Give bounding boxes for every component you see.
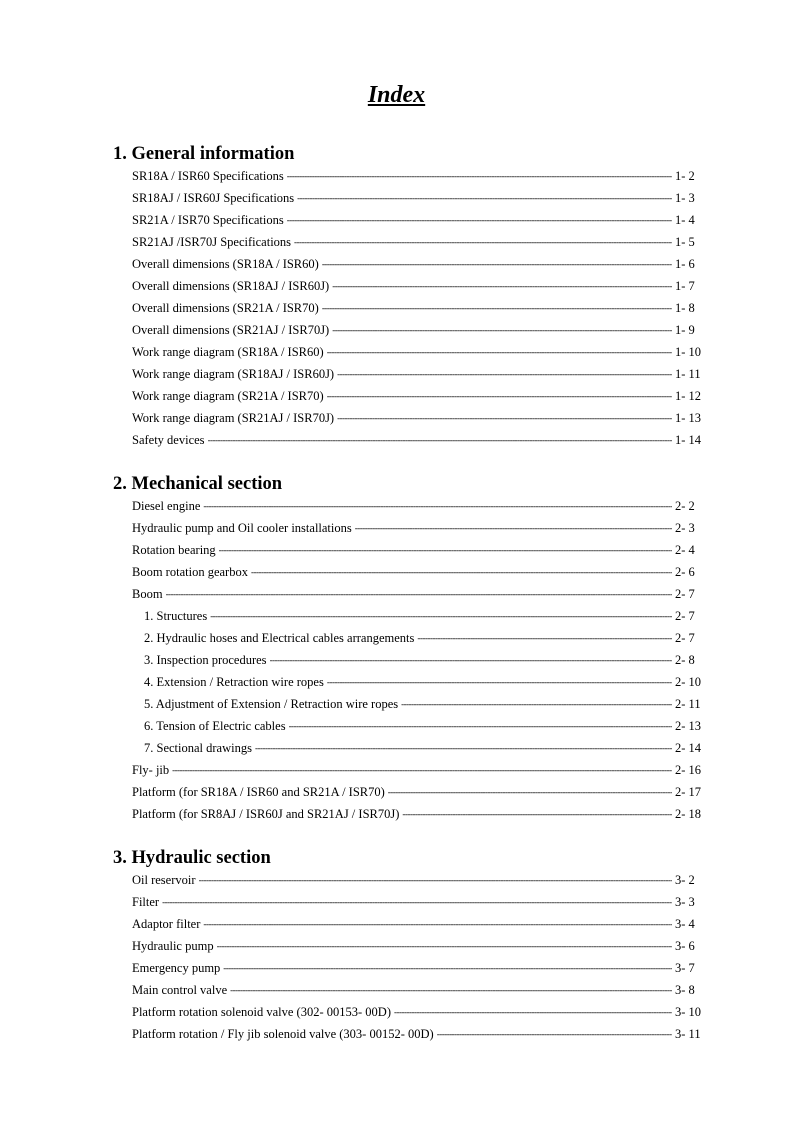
toc-entry-page: 2- 8: [675, 653, 695, 667]
dot-leader: [287, 209, 672, 231]
toc-entry-page: 1- 6: [675, 257, 695, 271]
toc-entry: [113, 627, 709, 649]
toc-entry-page: 1- 7: [675, 279, 695, 293]
toc-entry-label: Oil reservoir: [132, 873, 196, 887]
toc-entry-page: 1- 11: [675, 367, 701, 381]
toc-entry-page: 3- 3: [675, 895, 695, 909]
dot-leader: [203, 913, 672, 935]
toc-entry: [113, 715, 709, 737]
dot-leader: [355, 517, 672, 539]
dot-leader: [327, 671, 672, 693]
toc-entry: [113, 341, 709, 363]
toc-entry: [113, 605, 709, 627]
toc-entry-page: 1- 14: [675, 433, 702, 447]
toc-entry: [113, 275, 709, 297]
dot-leader: [294, 231, 672, 253]
dot-leader: [332, 275, 672, 297]
toc-entry: [113, 803, 709, 825]
dot-leader: [417, 627, 672, 649]
dot-leader: [401, 693, 672, 715]
toc-entry: [113, 671, 709, 693]
dot-leader: [255, 737, 672, 759]
toc-entry-label: 4. Extension / Retraction wire ropes: [144, 675, 324, 689]
dot-leader: [289, 715, 672, 737]
toc-entry-label: Platform (for SR18A / ISR60 and SR21A / ISR70): [132, 785, 385, 799]
toc-entry-page: 2- 14: [675, 741, 702, 755]
toc-entry-page: 2- 4: [675, 543, 695, 557]
toc-entry-page: 3- 6: [675, 939, 695, 953]
dot-leader: [230, 979, 672, 1001]
toc-entry: [113, 561, 709, 583]
dot-leader: [297, 187, 672, 209]
toc-entry-label: Hydraulic pump: [132, 939, 214, 953]
toc-entry-label: 3. Inspection procedures: [144, 653, 267, 667]
toc-entry: [113, 517, 709, 539]
toc-entry-page: 1- 4: [675, 213, 695, 227]
toc-entry-label: Overall dimensions (SR18AJ / ISR60J): [132, 279, 330, 293]
toc-entry: [113, 429, 709, 451]
toc-entry-page: 1- 8: [675, 301, 695, 315]
toc-entry: [113, 187, 709, 209]
dot-leader: [217, 935, 672, 957]
toc-entry: [113, 1023, 709, 1045]
dot-leader: [162, 891, 672, 913]
dot-leader: [223, 957, 672, 979]
dot-leader: [270, 649, 672, 671]
section-mechanical: [113, 473, 713, 825]
toc-entry-label: 7. Sectional drawings: [144, 741, 252, 755]
dot-leader: [203, 495, 672, 517]
toc-entry-page: 1- 2: [675, 169, 695, 183]
toc-entry: [113, 385, 709, 407]
toc-entry: [113, 737, 709, 759]
toc-entry-label: Work range diagram (SR21AJ / ISR70J): [132, 411, 335, 425]
dot-leader: [219, 539, 672, 561]
dot-leader: [322, 253, 672, 275]
toc-entry: [113, 781, 709, 803]
dot-leader: [327, 341, 672, 363]
dot-leader: [402, 803, 672, 825]
toc-entry-label: Overall dimensions (SR18A / ISR60): [132, 257, 319, 271]
dot-leader: [332, 319, 672, 341]
toc-entry-label: Platform rotation / Fly jib solenoid valve (303- 00152- 00D): [132, 1027, 434, 1041]
toc-entry: [113, 319, 709, 341]
toc-entry-label: SR18A / ISR60 Specifications: [132, 169, 284, 183]
dot-leader: [337, 407, 672, 429]
toc-entry-page: 2- 10: [675, 675, 702, 689]
dot-leader: [251, 561, 672, 583]
toc-entry-page: 1- 9: [675, 323, 695, 337]
toc-entry: [113, 583, 709, 605]
toc-entry-label: 6. Tension of Electric cables: [144, 719, 286, 733]
toc-entry: [113, 165, 709, 187]
toc-entry-page: 2- 2: [675, 499, 695, 513]
toc-entry-label: Overall dimensions (SR21AJ / ISR70J): [132, 323, 330, 337]
toc-entry-page: 2- 16: [675, 763, 702, 777]
toc-entry-page: 1- 12: [675, 389, 702, 403]
dot-leader: [208, 429, 672, 451]
toc-entry: [113, 759, 709, 781]
toc-entry-page: 3- 4: [675, 917, 695, 931]
toc-entry-page: 3- 7: [675, 961, 695, 975]
toc-entry: [113, 407, 709, 429]
toc-entry-label: Diesel engine: [132, 499, 201, 513]
toc-entry-label: Rotation bearing: [132, 543, 216, 557]
toc-entry: [113, 231, 709, 253]
toc-entry-label: Hydraulic pump and Oil cooler installations: [132, 521, 352, 535]
toc-entry-label: 2. Hydraulic hoses and Electrical cables arrangements: [144, 631, 415, 645]
dot-leader: [210, 605, 672, 627]
toc-entry-label: Filter: [132, 895, 160, 909]
toc-entry-page: 3- 11: [675, 1027, 701, 1041]
toc-entry-label: SR21A / ISR70 Specifications: [132, 213, 284, 227]
dot-leader: [388, 781, 672, 803]
toc-entry: [113, 979, 709, 1001]
toc-entry-page: 2- 3: [675, 521, 695, 535]
toc-entry: [113, 649, 709, 671]
dot-leader: [199, 869, 672, 891]
toc-entry-page: 1- 5: [675, 235, 695, 249]
toc-entry: [113, 209, 709, 231]
toc-entry: [113, 539, 709, 561]
toc-entry-page: 2- 7: [675, 631, 695, 645]
page-title: Index: [367, 82, 426, 108]
dot-leader: [437, 1023, 672, 1045]
toc-entry-page: 2- 7: [675, 587, 695, 601]
dot-leader: [322, 297, 672, 319]
toc-entry-label: Fly- jib: [132, 763, 170, 777]
toc-entry-page: 2- 7: [675, 609, 695, 623]
toc-entry-page: 2- 6: [675, 565, 695, 579]
toc-entry-page: 1- 13: [675, 411, 702, 425]
dot-leader: [394, 1001, 672, 1023]
toc-entry-label: Work range diagram (SR21A / ISR70): [132, 389, 324, 403]
toc-entry-label: Overall dimensions (SR21A / ISR70): [132, 301, 319, 315]
toc-entry: [113, 253, 709, 275]
toc-entry-label: Work range diagram (SR18AJ / ISR60J): [132, 367, 335, 381]
toc-entry: [113, 957, 709, 979]
toc-entry-page: 2- 13: [675, 719, 702, 733]
toc-entry: [113, 297, 709, 319]
entry-list: [113, 869, 713, 1045]
entry-list: [113, 495, 713, 825]
section-heading: 1. General information: [113, 144, 295, 164]
toc-entry-page: 3- 2: [675, 873, 695, 887]
entry-list: [113, 165, 713, 451]
toc-entry-label: Boom: [132, 587, 163, 601]
toc-entry-label: SR18AJ / ISR60J Specifications: [132, 191, 295, 205]
dot-leader: [166, 583, 672, 605]
toc-entry-label: Safety devices: [132, 433, 205, 447]
toc-entry-page: 1- 3: [675, 191, 695, 205]
dot-leader: [287, 165, 672, 187]
toc-entry-label: Boom rotation gearbox: [132, 565, 248, 579]
toc-entry-page: 1- 10: [675, 345, 702, 359]
toc-entry-label: Platform (for SR8AJ / ISR60J and SR21AJ / ISR70J): [132, 807, 400, 821]
toc-entry-label: 1. Structures: [144, 609, 208, 623]
toc-entry: [113, 495, 709, 517]
toc-entry-page: 3- 8: [675, 983, 695, 997]
toc-entry: [113, 935, 709, 957]
toc-entry-page: 2- 17: [675, 785, 702, 799]
section-hydraulic: [113, 847, 713, 1045]
toc-entry: [113, 363, 709, 385]
toc-entry: [113, 1001, 709, 1023]
toc-entry-label: Adaptor filter: [132, 917, 201, 931]
toc-entry-label: 5. Adjustment of Extension / Retraction wire ropes: [144, 697, 399, 711]
toc-entry: [113, 869, 709, 891]
dot-leader: [172, 759, 672, 781]
toc-entry-label: Work range diagram (SR18A / ISR60): [132, 345, 324, 359]
toc-entry: [113, 693, 709, 715]
section-heading: 3. Hydraulic section: [113, 848, 271, 868]
toc-entry-label: Platform rotation solenoid valve (302- 00153- 00D): [132, 1005, 391, 1019]
toc-entry-label: Main control valve: [132, 983, 228, 997]
toc-entry-label: Emergency pump: [132, 961, 221, 975]
toc-entry-page: 3- 10: [675, 1005, 702, 1019]
section-general-information: [113, 143, 713, 451]
dot-leader: [327, 385, 672, 407]
toc-entry-page: 2- 18: [675, 807, 702, 821]
toc-entry: [113, 891, 709, 913]
toc-entry: [113, 913, 709, 935]
toc-entry-label: SR21AJ /ISR70J Specifications: [132, 235, 292, 249]
section-heading: 2. Mechanical section: [113, 474, 283, 494]
toc-entry-page: 2- 11: [675, 697, 701, 711]
dot-leader: [337, 363, 672, 385]
